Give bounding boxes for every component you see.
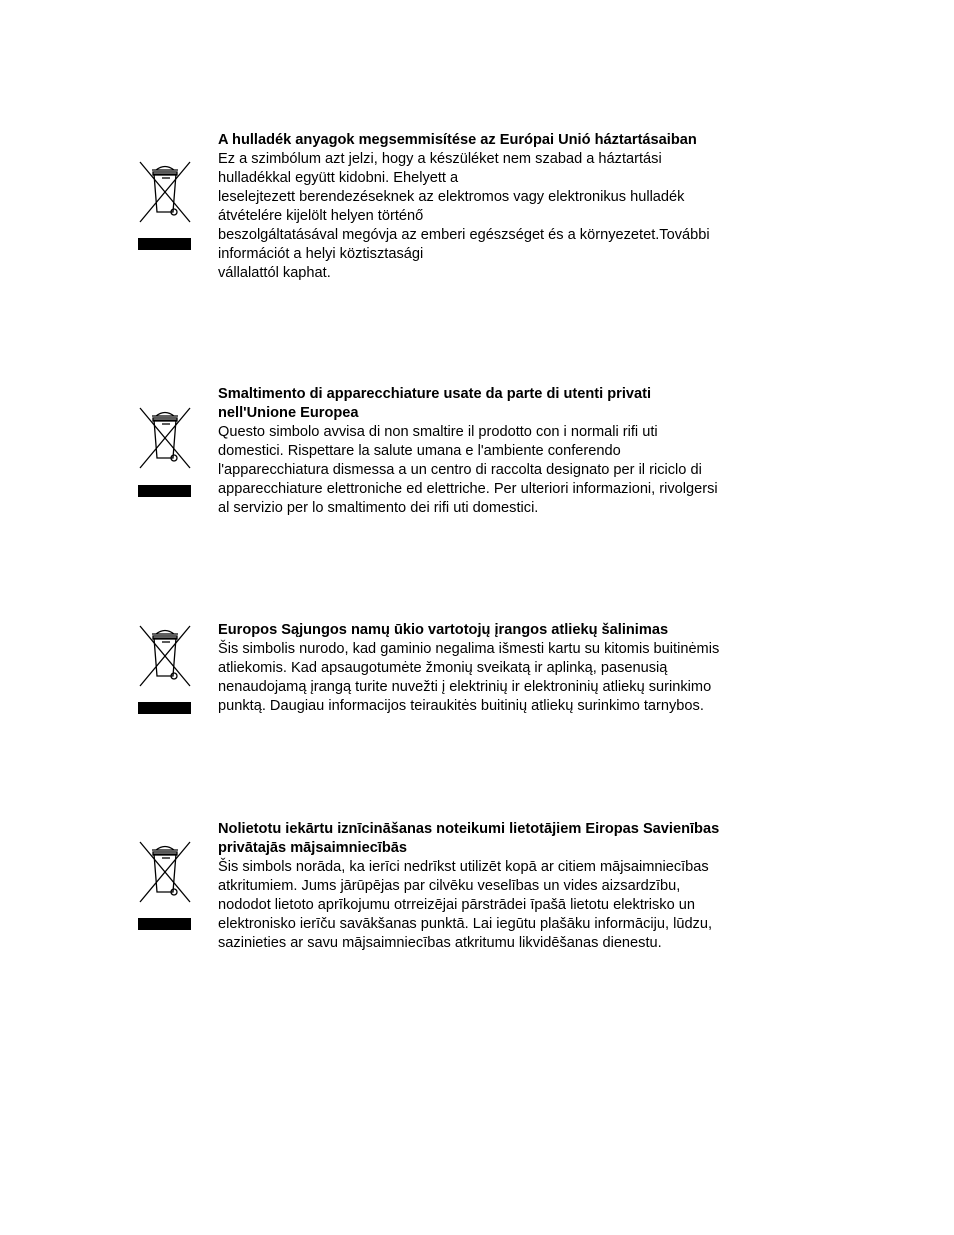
body-line: l'apparecchiatura dismessa a un centro di raccolta designato per il riciclo di [218,462,702,478]
body-line: nenaudojamą įrangą turite nuvežti į elektrinių ir elektroninių atliekų surinkimo [218,679,712,695]
weee-symbol [138,840,192,904]
body-line: atkritumiem. Jums jārūpējas par cilvēku veselības un vides aizsardzību, [218,878,681,894]
body-line: átvételére kijelölt helyen történő [218,208,424,224]
body-line: atliekomis. Kad apsaugotumėte žmonių sveikatą ir aplinką, pasenusią [218,660,668,676]
section-title: Europos Sąjungos namų ūkio vartotojų įrangos atliekų šalinimas [218,622,669,638]
crossed-out-wheelie-bin-icon [138,406,192,470]
section-title: Smaltimento di apparecchiature usate da parte di utenti privati [218,386,652,402]
weee-symbol [138,406,192,470]
section-text [218,131,758,283]
weee-symbol [138,624,192,688]
body-line: punktą. Daugiau informacijos teiraukitės buitinių atliekų surinkimo tarnybos. [218,698,704,714]
section-title: Nolietotu iekārtu iznīcināšanas noteikumi lietotājiem Eiropas Savienības [218,821,720,837]
body-line: domestici. Rispettare la salute umana e l'ambiente conferendo [218,443,621,459]
section-text [218,621,758,716]
separator-bar [138,238,191,250]
body-line: hulladékkal együtt kidobni. Ehelyett a [218,170,459,186]
body-line: sazinieties ar savu mājsaimniecības atkritumu likvidēšanas dienestu. [218,935,662,951]
body-line: Questo simbolo avvisa di non smaltire il prodotto con i normali rifi uti [218,424,658,440]
body-line: leselejtezett berendezéseknek az elektromos vagy elektronikus hulladék [218,189,685,205]
body-line: elektronisko ierīču savākšanas punktā. Lai iegūtu plašāku informāciju, lūdzu, [218,916,713,932]
crossed-out-wheelie-bin-icon [138,160,192,224]
body-line: beszolgáltatásával megóvja az emberi egészséget és a környezetet.További [218,227,710,243]
section-text [218,385,758,518]
body-line: al servizio per lo smaltimento dei rifi uti domestici. [218,500,539,516]
separator-bar [138,702,191,714]
separator-bar [138,485,191,497]
weee-symbol [138,160,192,224]
body-line: nododot lietoto aprīkojumu otrreizējai pārstrādei īpašā lietotu elektrisko un [218,897,695,913]
body-line: Šis simbolis nurodo, kad gaminio negalima išmesti kartu su kitomis buitinėmis [218,641,720,657]
section-title: A hulladék anyagok megsemmisítése az Európai Unió háztartásaiban [218,132,697,148]
body-line: Ez a szimbólum azt jelzi, hogy a készüléket nem szabad a háztartási [218,151,662,167]
body-line: vállalattól kaphat. [218,265,331,281]
crossed-out-wheelie-bin-icon [138,840,192,904]
section-text [218,820,758,953]
body-line: információt a helyi köztisztasági [218,246,424,262]
crossed-out-wheelie-bin-icon [138,624,192,688]
section-title: privātajās mājsaimniecībās [218,840,408,856]
section-title: nell'Unione Europea [218,405,359,421]
body-line: Šis simbols norāda, ka ierīci nedrīkst utilizēt kopā ar citiem mājsaimniecības [218,859,709,875]
separator-bar [138,918,191,930]
body-line: apparecchiature elettroniche ed elettriche. Per ulteriori informazioni, rivolgersi [218,481,718,497]
